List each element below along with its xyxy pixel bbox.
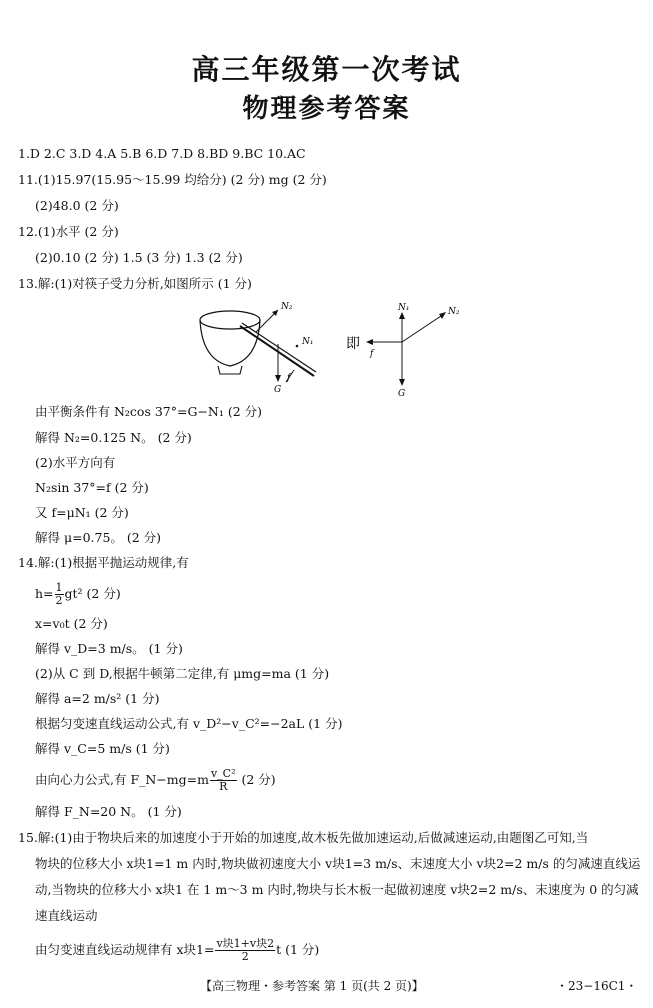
- q13-line4: (2)水平方向有: [35, 455, 116, 470]
- n2-label-right: N₂: [448, 307, 460, 317]
- q13-line7: 解得 μ=0.75。 (2 分): [35, 530, 162, 545]
- q14-fraction-num: 1: [55, 581, 63, 594]
- q13-line2: 由平衡条件有 N₂cos 37°=G−N₁ (2 分): [35, 404, 263, 419]
- q15-line1: 15.解:(1)由于物块后来的加速度小于开始的加速度,故木板先做加速运动,后做减速运动,由题图乙可知,当: [18, 830, 589, 845]
- q14-line4: 解得 v_D=3 m/s。 (1 分): [35, 641, 183, 656]
- q14-force-den: R: [219, 780, 228, 793]
- g-label-left: G: [274, 385, 282, 395]
- exam-title: 高三年级第一次考试: [191, 53, 462, 86]
- q14-line7: 根据匀变速直线运动公式,有 v_D²−v_C²=−2aL (1 分): [35, 716, 343, 731]
- q14-eq-lhs: h=: [35, 586, 54, 601]
- q14-fraction-den: 2: [55, 594, 63, 607]
- ji-label: 即: [346, 336, 360, 352]
- q15-fraction-den: 2: [241, 950, 249, 963]
- mc-answers: 1.D 2.C 3.D 4.A 5.B 6.D 7.D 8.BD 9.BC 10.AC: [18, 146, 306, 161]
- g-label-right: G: [398, 389, 406, 399]
- q14-line8: 解得 v_C=5 m/s (1 分): [35, 741, 170, 756]
- q14-line9: [35, 768, 276, 793]
- q15-eq-lhs: 由匀变速直线运动规律有 x块1=: [35, 942, 215, 957]
- q15-eq-rhs: t (1 分): [276, 942, 320, 957]
- free-body-diagram: [366, 312, 446, 386]
- q14-force-lhs: 由向心力公式,有 F_N−mg=m: [35, 772, 209, 787]
- q14-line6: 解得 a=2 m/s² (1 分): [35, 691, 160, 706]
- q11-line1: 11.(1)15.97(15.95～15.99 均给分) (2 分) mg (2 分): [18, 172, 327, 187]
- q15-fraction-num: v块1+v块2: [216, 937, 275, 950]
- n2-label-left: N₂: [281, 302, 293, 312]
- q12-line1: 12.(1)水平 (2 分): [18, 224, 119, 239]
- q14-line5: (2)从 C 到 D,根据牛顿第二定律,有 μmg=ma (1 分): [35, 666, 330, 681]
- q13-line5: N₂sin 37°=f (2 分): [35, 480, 149, 495]
- footer-page-info: 【高三物理・参考答案 第 1 页(共 2 页)】: [200, 979, 424, 993]
- q14-line2: [35, 582, 121, 607]
- f-label-right: f: [370, 349, 374, 359]
- q14-line1: 14.解:(1)根据平抛运动规律,有: [18, 555, 189, 570]
- q15-line2: 物块的位移大小 x块1=1 m 内时,物块做初速度大小 v块1=3 m/s、末速度大小 v块2=2 m/s 的匀减速直线运: [35, 856, 641, 871]
- answer-title: 物理参考答案: [242, 94, 411, 124]
- n1-label-left: N₁: [302, 337, 314, 347]
- bowl-figure: [200, 311, 260, 374]
- q14-line3: x=v₀t (2 分): [35, 616, 108, 631]
- q15-fraction: [215, 938, 275, 963]
- q14-force-rhs: (2 分): [237, 772, 276, 787]
- footer-code: ・23−16C1・: [556, 979, 638, 993]
- f-label-left: f: [287, 373, 291, 383]
- q15-line3: 动,当物块的位移大小 x块1 在 1 m～3 m 内时,物块与长木板一起做初速度 v块2=2 m/s、末速度为 0 的匀减: [35, 882, 639, 897]
- q15-line4: 速直线运动: [35, 908, 98, 923]
- n1-label-right: N₁: [398, 303, 410, 313]
- q14-force-fraction: [210, 768, 237, 793]
- q13-line3: 解得 N₂=0.125 N。 (2 分): [35, 430, 192, 445]
- q14-force-num: v_C²: [210, 767, 236, 780]
- q11-line2: (2)48.0 (2 分): [35, 198, 119, 213]
- q15-line5: [35, 938, 319, 963]
- q14-line10: 解得 F_N=20 N。 (1 分): [35, 804, 182, 819]
- q13-line1: 13.解:(1)对筷子受力分析,如图所示 (1 分): [18, 276, 252, 291]
- g-arrowhead-left: [275, 375, 281, 382]
- q13-line6: 又 f=μN₁ (2 分): [35, 505, 129, 520]
- q14-eq-rhs: gt² (2 分): [64, 586, 121, 601]
- force-diagram: [190, 294, 480, 400]
- q14-fraction: [55, 582, 64, 607]
- q12-line2: (2)0.10 (2 分) 1.5 (3 分) 1.3 (2 分): [35, 250, 243, 265]
